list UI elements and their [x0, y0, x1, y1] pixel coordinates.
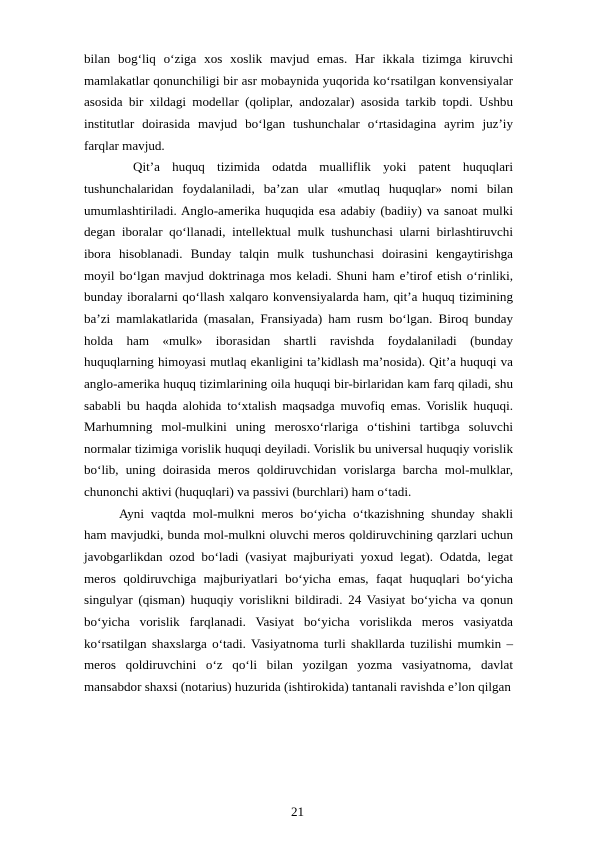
body-text [84, 48, 513, 698]
paragraph: Ayni vaqtda mol-mulkni meros bo‘yicha o‘tkazishning shunday shakli ham mavjudki, bunda mol-mulkni oluvchi meros qoldiruvchining qarzlari uchun javobgarlikdan ozod bo‘ladi (vasiyat majburiyati yoxud legat). Odatda, legat meros qoldiruvchiga majburiyatlari bo‘yicha emas, faqat huquqlari bo‘yicha singulyar (qisman) huquqiy vorislikni bildiradi. 24 Vasiyat bo‘yicha va qonun bo‘yicha vorislik farqlanadi. Vasiyat bo‘yicha vorislikda meros vasiyatda ko‘rsatilgan shaxslarga o‘tadi. Vasiyatnoma turli shakllarda tuzilishi mumkin – meros qoldiruvchini o‘z qo‘li bilan yozilgan yozma vasiyatnoma, davlat mansabdor shaxsi (notarius) huzurida (ishtirokida) tantanali ravishda e’lon qilgan [84, 505, 513, 695]
paragraph: bilan bog‘liq o‘ziga xos xoslik mavjud emas. Har ikkala tizimga kiruvchi mamlakatlar qonunchiligi bir asr mobaynida yuqorida ko‘rsatilgan konvensiyalar asosida bir xildagi modellar (qoliplar, andozalar) asosida tarkib topdi. Ushbu institutlar doirasida mavjud bo‘lgan tushunchalar o‘rtasidagina ayrim juz’iy farqlar mavjud. [84, 51, 513, 153]
paragraph: Qit’a huquq tizimida odatda mualliflik yoki patent huquqlari tushunchalaridan foydalaniladi, ba’zan ular «mutlaq huquqlar» nomi bilan umumlashtiriladi. Anglo-amerika huquqida esa adabiy (badiiy) va sanoat mulki degan iboralar qo‘llanadi, intellektual mulk tushunchasi ularni birlashtiruvchi ibora hisoblanadi. Bunday talqin mulk tushunchasi doirasini kengaytirishga moyil bo‘lgan mavjud doktrinaga mos keladi. Shuni ham e’tirof etish o‘rinliki, bunday iboralarni qo‘llash xalqaro konvensiyalarda ham, qit’a huquq tizimining ba’zi mamlakatlarida (masalan, Fransiyada) ham rusm bo‘lgan. Biroq bunday holda ham «mulk» iborasidan shartli ravishda foydalaniladi (bunday huquqlarning himoyasi mutlaq ekanligini ta’kidlash ma’nosida). Qit’a huquqi va anglo-amerika huquq tizimlarining oila huquqi bir-birlaridan kam farq qiladi, shu sababli bu haqda alohida to‘xtalish maqsadga muvofiq emas. Vorislik huquqi. Marhumning mol-mulkini uning merosxo‘rlariga o‘tishini tartibga soluvchi normalar tizimiga vorislik huquqi deyiladi. Vorislik bu universal huquqiy vorislik bo‘lib, uning doirasida meros qoldiruvchidan vorislarga barcha mol-mulklar, chunonchi aktivi (huquqlari) va passivi (burchlari) ham o‘tadi. [84, 159, 513, 500]
page-number: 21 [290, 804, 305, 819]
